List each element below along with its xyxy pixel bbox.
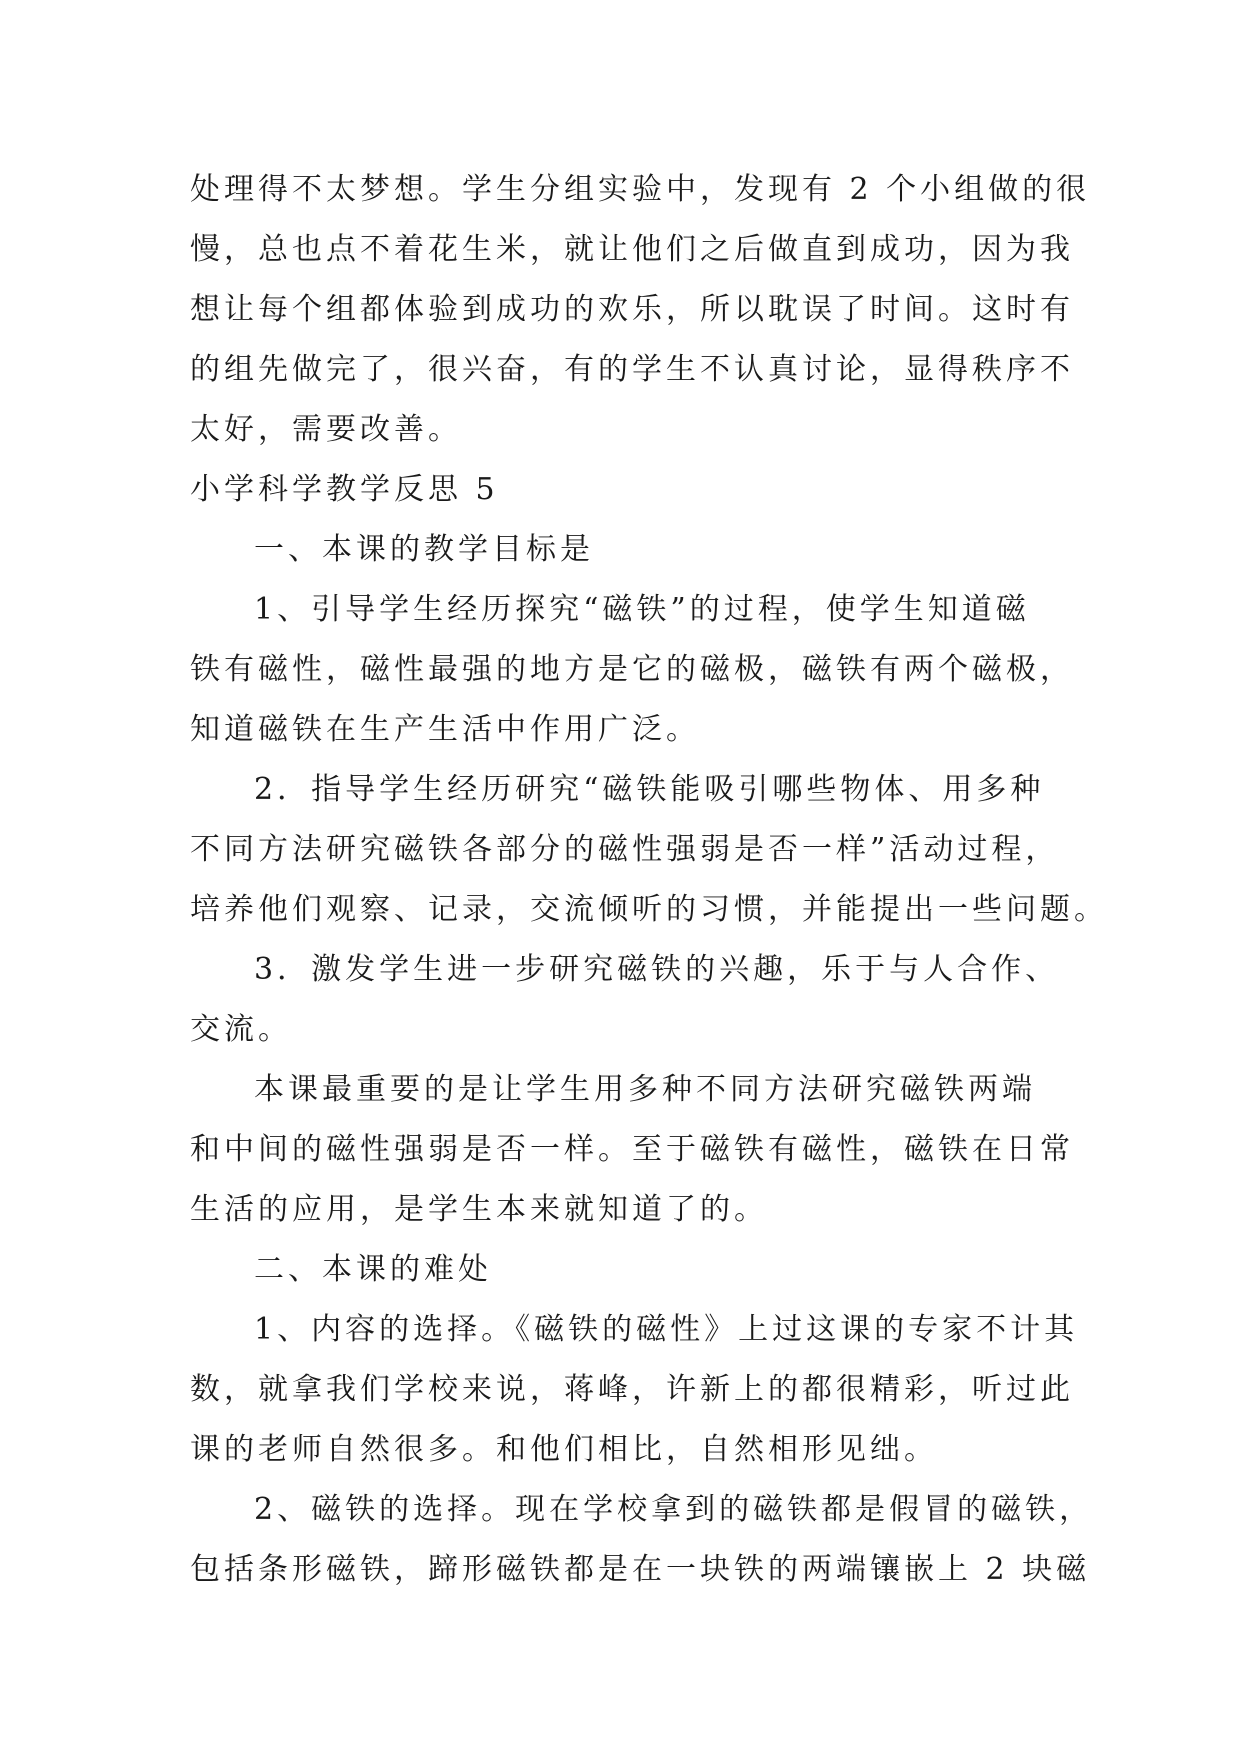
paragraph-line: 生活的应用，是学生本来就知道了的。 xyxy=(190,1192,768,1227)
paragraph-line: 2、磁铁的选择。现在学校拿到的磁铁都是假冒的磁铁， xyxy=(254,1492,1094,1527)
heading-objectives: 一、本课的教学目标是 xyxy=(254,532,594,567)
paragraph-line: 1、引导学生经历探究“磁铁”的过程，使学生知道磁 xyxy=(254,592,1030,627)
paragraph-line: 知道磁铁在生产生活中作用广泛。 xyxy=(190,712,700,747)
document-body xyxy=(190,160,1108,1600)
paragraph-line: 处理得不太梦想。学生分组实验中，发现有 2 个小组做的很 xyxy=(190,172,1091,207)
paragraph-line: 包括条形磁铁，蹄形磁铁都是在一块铁的两端镶嵌上 2 块磁 xyxy=(190,1552,1091,1587)
section-title: 小学科学教学反思 5 xyxy=(190,472,499,507)
paragraph-line: 数，就拿我们学校来说，蒋峰，许新上的都很精彩，听过此 xyxy=(190,1372,1074,1407)
paragraph-line: 太好，需要改善。 xyxy=(190,412,462,447)
paragraph-line: 铁有磁性，磁性最强的地方是它的磁极，磁铁有两个磁极， xyxy=(190,652,1074,687)
paragraph-line: 课的老师自然很多。和他们相比，自然相形见绌。 xyxy=(190,1432,938,1467)
paragraph-line: 培养他们观察、记录，交流倾听的习惯，并能提出一些问题。 xyxy=(190,892,1108,927)
paragraph-line: 不同方法研究磁铁各部分的磁性强弱是否一样”活动过程， xyxy=(190,832,1060,867)
paragraph-line: 交流。 xyxy=(190,1012,292,1047)
paragraph-line: 3．激发学生进一步研究磁铁的兴趣，乐于与人合作、 xyxy=(254,952,1060,987)
paragraph-line: 的组先做完了，很兴奋，有的学生不认真讨论，显得秩序不 xyxy=(190,352,1074,387)
paragraph-line: 2．指导学生经历研究“磁铁能吸引哪些物体、用多种 xyxy=(254,772,1045,807)
paragraph-line: 本课最重要的是让学生用多种不同方法研究磁铁两端 xyxy=(254,1072,1036,1107)
heading-difficulties: 二、本课的难处 xyxy=(254,1252,492,1287)
paragraph-line: 1、内容的选择。《磁铁的磁性》上过这课的专家不计其 xyxy=(254,1312,1079,1347)
paragraph-line: 慢，总也点不着花生米，就让他们之后做直到成功，因为我 xyxy=(190,232,1074,267)
paragraph-line: 想让每个组都体验到成功的欢乐，所以耽误了时间。这时有 xyxy=(190,292,1074,327)
paragraph-line: 和中间的磁性强弱是否一样。至于磁铁有磁性，磁铁在日常 xyxy=(190,1132,1074,1167)
